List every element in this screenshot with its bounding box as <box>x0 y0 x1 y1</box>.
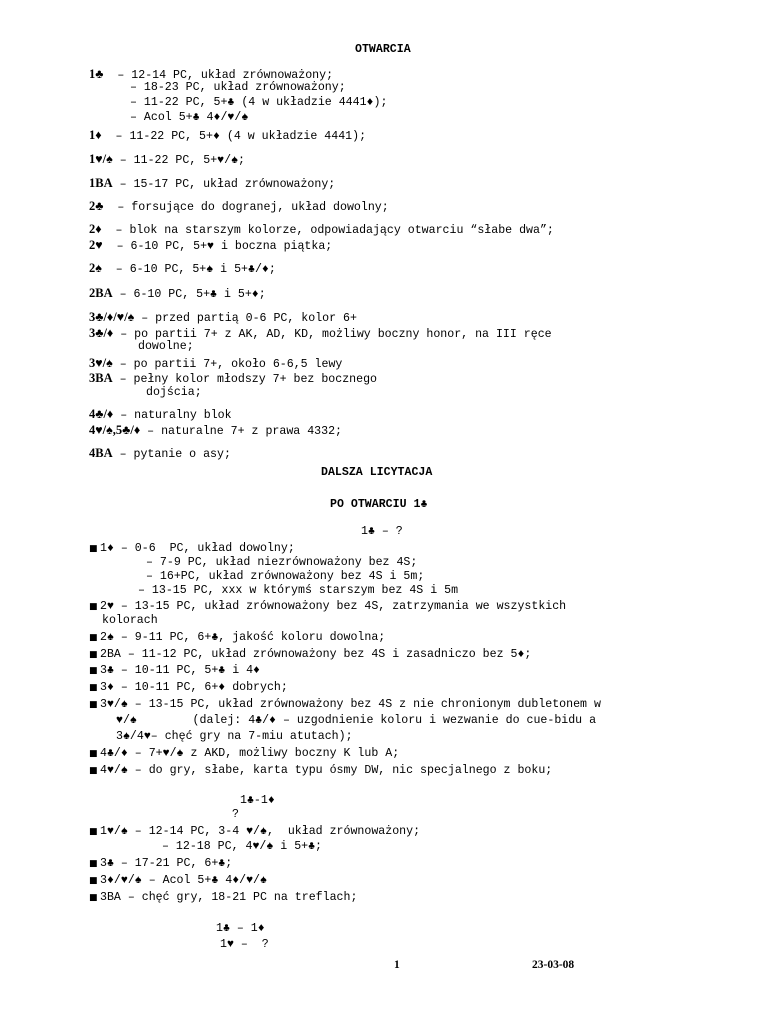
bidding-sequence: 1♣-1♦ <box>240 794 275 807</box>
bid-code: 4♥/♠,5♣/♦ <box>89 423 141 437</box>
section-heading-dalsza: DALSZA LICYTACJA <box>321 466 433 479</box>
bullet-icon: ■ <box>89 700 98 710</box>
bullet-icon: ■ <box>89 633 98 643</box>
response-line: 2♥ – 13-15 PC, układ zrównoważony bez 4S, zatrzymania we wszystkich <box>100 600 567 613</box>
bid-description: – 15-17 PC, układ zrównoważony; <box>112 178 336 191</box>
opening-line <box>89 238 332 254</box>
response-line: 2BA – 11-12 PC, układ zrównoważony bez 4S i zasadniczo bez 5♦; <box>100 648 532 661</box>
bidding-sequence: 1♥ – ? <box>220 938 269 951</box>
response-line: – 12-18 PC, 4♥/♠ i 5+♣; <box>162 840 323 853</box>
bid-description: – 6-10 PC, 5+♣ i 5+♦; <box>112 288 266 301</box>
bid-description: – 11-22 PC, 5+♦ (4 w układzie 4441); <box>101 130 367 143</box>
bid-code: 4BA <box>89 446 113 460</box>
bid-code: 1BA <box>89 176 113 190</box>
bullet-icon: ■ <box>89 602 98 612</box>
response-line: 3♠/4♥– chęć gry na 7-miu atutach); <box>116 730 353 743</box>
bidding-sequence: ? <box>232 808 239 821</box>
bullet-icon: ■ <box>89 766 98 776</box>
response-line: 2♠ – 9-11 PC, 6+♣, jakość koloru dowolna; <box>100 631 386 644</box>
opening-line <box>89 423 342 439</box>
bid-description: – naturalne 7+ z prawa 4332; <box>140 425 342 438</box>
bid-code: 4♣/♦ <box>89 407 114 421</box>
response-line: 3♥/♠ – 13-15 PC, układ zrównoważony bez 4S z nie chronionym dubletonem w <box>100 698 601 711</box>
bid-description: – przed partią 0-6 PC, kolor 6+ <box>134 312 357 325</box>
response-line: – 7-9 PC, układ niezrównoważony bez 4S; <box>146 556 418 569</box>
bid-description: – 11-22 PC, 5+♥/♠; <box>112 154 245 167</box>
response-line: 4♣/♦ – 7+♥/♠ z AKD, możliwy boczny K lub A; <box>100 747 400 760</box>
response-line: – 13-15 PC, xxx w którymś starszym bez 4S i 5m <box>138 584 459 597</box>
section-heading-otwarcia: OTWARCIA <box>355 43 411 56</box>
bid-description: – 6-10 PC, 5+♥ i boczna piątka; <box>102 240 333 253</box>
bullet-icon: ■ <box>89 827 98 837</box>
opening-line: dojścia; <box>146 386 202 399</box>
page-number: 1 <box>394 959 400 971</box>
bid-code: 3♣/♦ <box>89 326 114 340</box>
response-line: 3♦/♥/♠ – Acol 5+♣ 4♦/♥/♠ <box>100 874 267 887</box>
bid-description: – pełny kolor młodszy 7+ bez bocznego <box>112 373 378 386</box>
bid-code: 1♦ <box>89 128 102 142</box>
bid-description: – po partii 7+, około 6-6,5 lewy <box>112 358 343 371</box>
bid-code: 2♥ <box>89 238 103 252</box>
bullet-icon: ■ <box>89 544 98 554</box>
opening-line <box>89 152 245 168</box>
bid-code: 3♥/♠ <box>89 356 113 370</box>
bullet-icon: ■ <box>89 666 98 676</box>
response-line: 3♣ – 10-11 PC, 5+♣ i 4♦ <box>100 664 261 677</box>
section-heading-po-otwarciu: PO OTWARCIU 1♣ <box>330 498 428 511</box>
bid-code: 1♥/♠ <box>89 152 113 166</box>
opening-line <box>89 356 342 372</box>
bid-code: 2♦ <box>89 222 102 236</box>
opening-line <box>89 199 389 215</box>
response-line: 1♦ – 0-6 PC, układ dowolny; <box>100 542 295 555</box>
bid-description: – pytanie o asy; <box>112 448 231 461</box>
bid-description: – po partii 7+ z AK, AD, KD, możliwy boczny honor, na III ręce <box>113 328 552 341</box>
opening-line <box>89 446 231 462</box>
bid-description: – blok na starszym kolorze, odpowiadający otwarciu “słabe dwa”; <box>101 224 554 237</box>
opening-line <box>89 261 276 277</box>
bid-description: – naturalny blok <box>113 409 232 422</box>
bullet-icon: ■ <box>89 683 98 693</box>
opening-line: dowolne; <box>138 340 194 353</box>
bullet-icon: ■ <box>89 749 98 759</box>
opening-line <box>89 128 366 144</box>
footer-date: 23-03-08 <box>532 959 575 971</box>
bidding-sequence: 1♣ – ? <box>361 525 403 538</box>
response-line: 3♦ – 10-11 PC, 6+♦ dobrych; <box>100 681 288 694</box>
response-line: – 16+PC, układ zrównoważony bez 4S i 5m; <box>146 570 425 583</box>
bid-description: – forsujące do dogranej, układ dowolny; <box>103 201 389 214</box>
bid-code: 1♣ <box>89 67 104 81</box>
bid-code: 2♠ <box>89 261 102 275</box>
bid-description: – 6-10 PC, 5+♠ i 5+♣/♦; <box>101 263 276 276</box>
bullet-icon: ■ <box>89 650 98 660</box>
bid-code: 2BA <box>89 286 113 300</box>
bid-code: 2♣ <box>89 199 104 213</box>
response-line: 3♣ – 17-21 PC, 6+♣; <box>100 857 233 870</box>
bid-description: – 12-14 PC, układ zrównoważony; <box>103 69 334 82</box>
opening-line <box>89 310 357 326</box>
opening-line <box>89 371 377 387</box>
bid-code: 3BA <box>89 371 113 385</box>
opening-line: – 11-22 PC, 5+♣ (4 w układzie 4441♦); <box>130 96 388 109</box>
opening-line <box>89 407 232 423</box>
bullet-icon: ■ <box>89 893 98 903</box>
response-line: ♥/♠ (dalej: 4♣/♦ – uzgodnienie koloru i wezwanie do cue-bidu a <box>116 714 597 727</box>
opening-line <box>89 222 554 238</box>
response-line: 4♥/♠ – do gry, słabe, karta typu ósmy DW, nic specjalnego z boku; <box>100 764 553 777</box>
bid-code: 3♣/♦/♥/♠ <box>89 310 135 324</box>
opening-line <box>89 286 266 302</box>
bullet-icon: ■ <box>89 859 98 869</box>
opening-line: – Acol 5+♣ 4♦/♥/♠ <box>130 111 249 124</box>
response-line: kolorach <box>102 614 158 627</box>
response-line: 3BA – chęć gry, 18-21 PC na treflach; <box>100 891 358 904</box>
bullet-icon: ■ <box>89 876 98 886</box>
response-line: 1♥/♠ – 12-14 PC, 3-4 ♥/♠, układ zrównoważony; <box>100 825 421 838</box>
bidding-sequence: 1♣ – 1♦ <box>216 922 265 935</box>
opening-line: – 18-23 PC, układ zrównoważony; <box>130 81 346 94</box>
opening-line <box>89 176 335 192</box>
